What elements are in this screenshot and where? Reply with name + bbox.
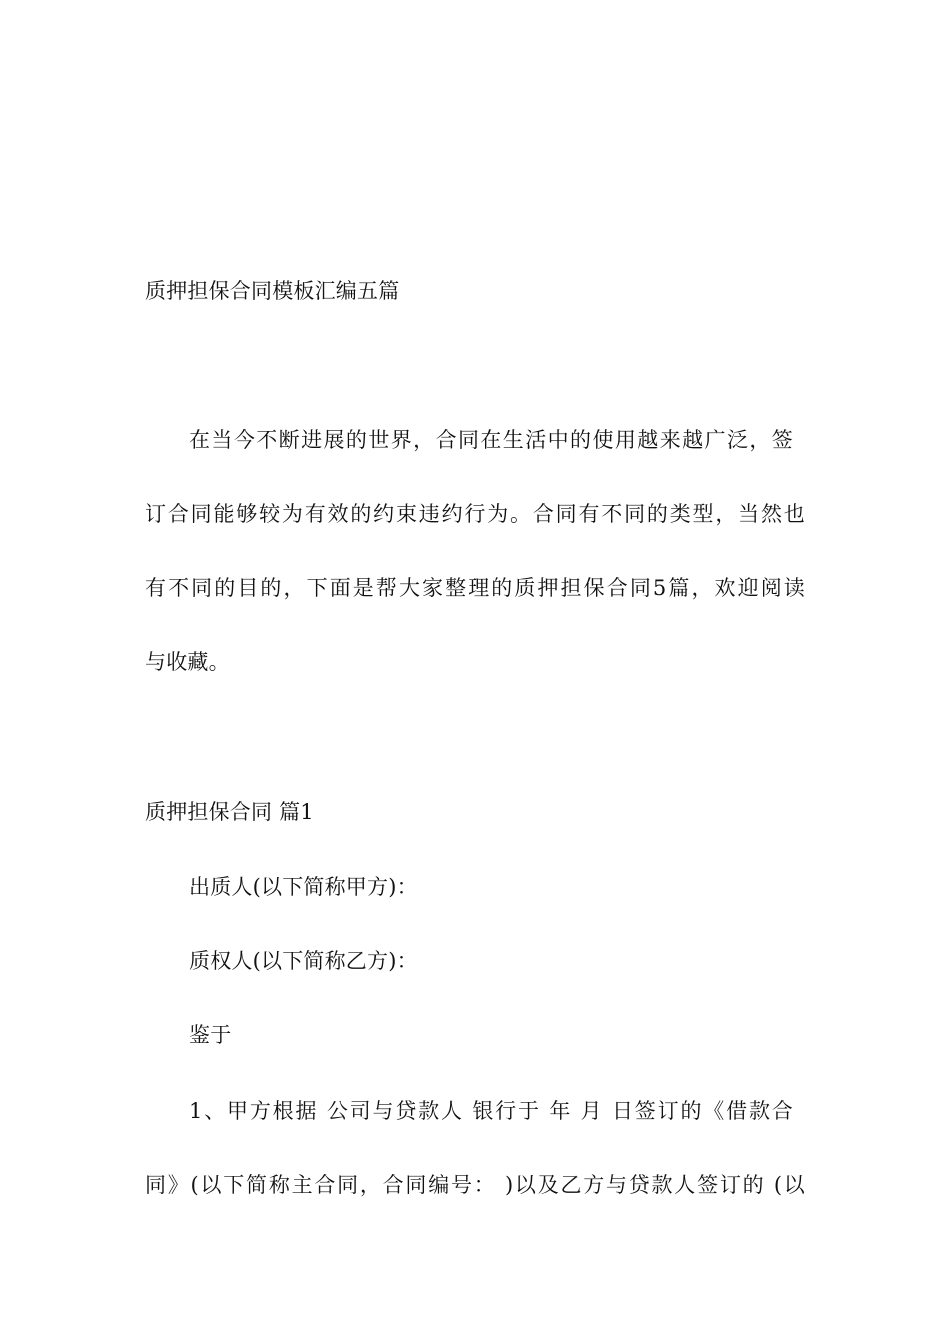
document-title: 质押担保合同模板汇编五篇 — [145, 279, 400, 303]
section-heading: 质押担保合同 篇1 — [145, 800, 314, 824]
clause-line-1: 1、甲方根据 公司与贷款人 银行于 年 月 日签订的《借款合 — [189, 1099, 793, 1123]
clause-line-2: 同》(以下简称主合同，合同编号： )以及乙方与贷款人签订的 (以 — [145, 1173, 805, 1197]
party-a-line: 出质人(以下简称甲方)： — [189, 875, 418, 899]
intro-line-4: 与收藏。 — [145, 650, 230, 674]
intro-line-2: 订合同能够较为有效的约束违约行为。合同有不同的类型，当然也 — [145, 502, 805, 526]
intro-line-1: 在当今不断进展的世界，合同在生活中的使用越来越广泛，签 — [189, 428, 793, 452]
whereas-line: 鉴于 — [189, 1023, 232, 1047]
party-b-line: 质权人(以下简称乙方)： — [189, 949, 418, 973]
intro-line-3: 有不同的目的，下面是帮大家整理的质押担保合同5篇，欢迎阅读 — [145, 576, 805, 600]
